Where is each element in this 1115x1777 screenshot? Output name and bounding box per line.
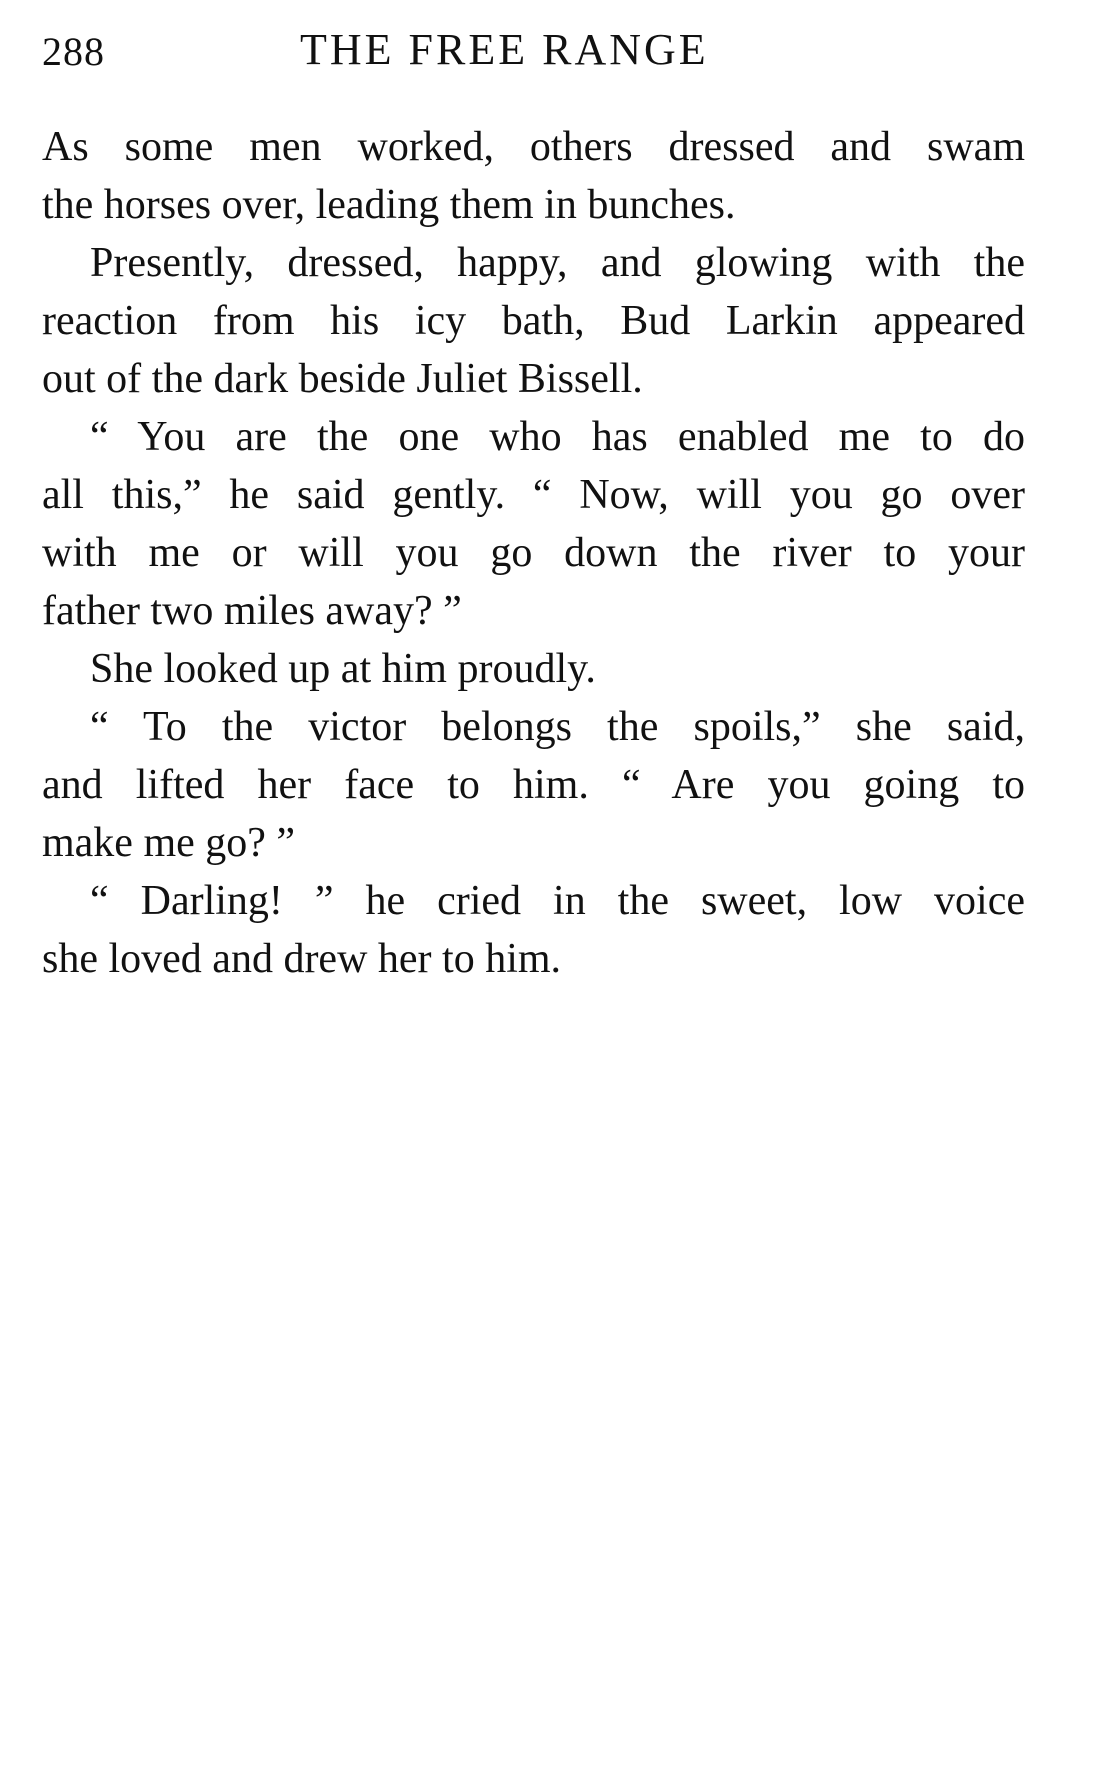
text-line: She looked up at him proudly.: [90, 646, 596, 692]
page-number: 288: [42, 29, 105, 74]
body-text: [42, 118, 1025, 988]
text-line: the horses over, leading them in bunches.: [42, 182, 736, 228]
running-title: THE FREE RANGE: [300, 25, 709, 74]
text-line: “ To the victor belongs the spoils,” she said,: [90, 704, 1025, 750]
text-line: all this,” he said gently. “ Now, will you go over: [42, 472, 1025, 518]
text-line: reaction from his icy bath, Bud Larkin appeared: [42, 298, 1025, 344]
text-line: make me go? ”: [42, 820, 296, 866]
text-line: and lifted her face to him. “ Are you going to: [42, 762, 1025, 808]
text-line: “ Darling! ” he cried in the sweet, low voice: [90, 878, 1025, 924]
text-line: Presently, dressed, happy, and glowing with the: [90, 240, 1025, 286]
text-line: “ You are the one who has enabled me to do: [90, 414, 1025, 460]
text-line: with me or will you go down the river to your: [42, 530, 1025, 576]
text-line: father two miles away? ”: [42, 588, 462, 634]
text-line: out of the dark beside Juliet Bissell.: [42, 356, 643, 402]
page-header: [42, 22, 1042, 82]
text-line: she loved and drew her to him.: [42, 936, 562, 982]
text-line: As some men worked, others dressed and swam: [42, 124, 1025, 170]
